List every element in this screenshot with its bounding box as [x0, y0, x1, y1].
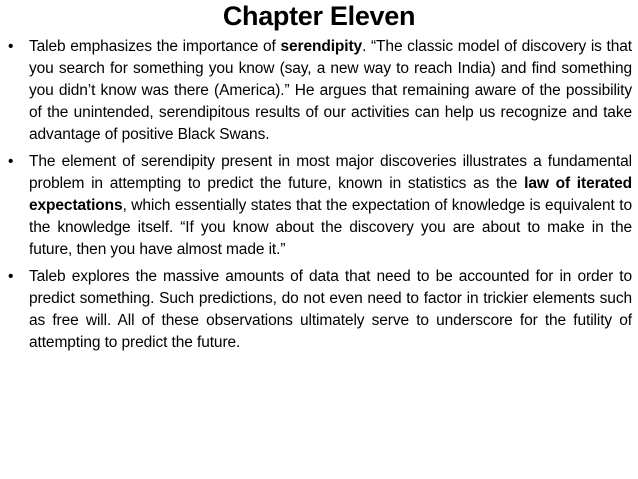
bullet-item-3 [8, 266, 632, 354]
bullet-text-3: Taleb explores the massive amounts of data that need to be accounted for in order to predict something. Such predictions, do not even need to factor in trickier elements such as free will. All of these observations ultimately serve to underscore for the futility of attempting to predict the future. [29, 268, 632, 351]
bullet-text-1 [29, 38, 632, 143]
bullet-text-2 [29, 153, 632, 258]
slide-title: Chapter Eleven [222, 1, 416, 31]
bullet-2-bold-term: law of iterated expectations [29, 175, 632, 214]
bullet-2-text-after: , which essentially states that the expectation of knowledge is equivalent to the knowledge itself. “If you know about the discovery you are about to make in the future, then you have almost made it.” [29, 197, 632, 258]
bullet-marker: • [8, 38, 14, 55]
bullet-item-2 [8, 151, 632, 261]
bullet-marker: • [8, 268, 14, 285]
bullet-item-1 [8, 36, 632, 146]
bullet-1-text-after: . “The classic model of discovery is that you search for something you know (say, a new way to reach India) and find something you didn’t know was there (America).” He argues that remaining aware of the possibility of the unintended, serendipitous results of our activities can help us recognize and take advantage of positive Black Swans. [29, 38, 633, 143]
bullet-1-bold-term: serendipity [280, 38, 363, 55]
bullet-list [8, 36, 632, 359]
bullet-2-text-before: The element of serendipity present in most major discoveries illustrates a fundamental problem in attempting to predict the future, known in statistics as the [29, 153, 632, 192]
bullet-1-text-before: Taleb emphasizes the importance of [29, 38, 281, 55]
bullet-marker: • [8, 153, 14, 170]
